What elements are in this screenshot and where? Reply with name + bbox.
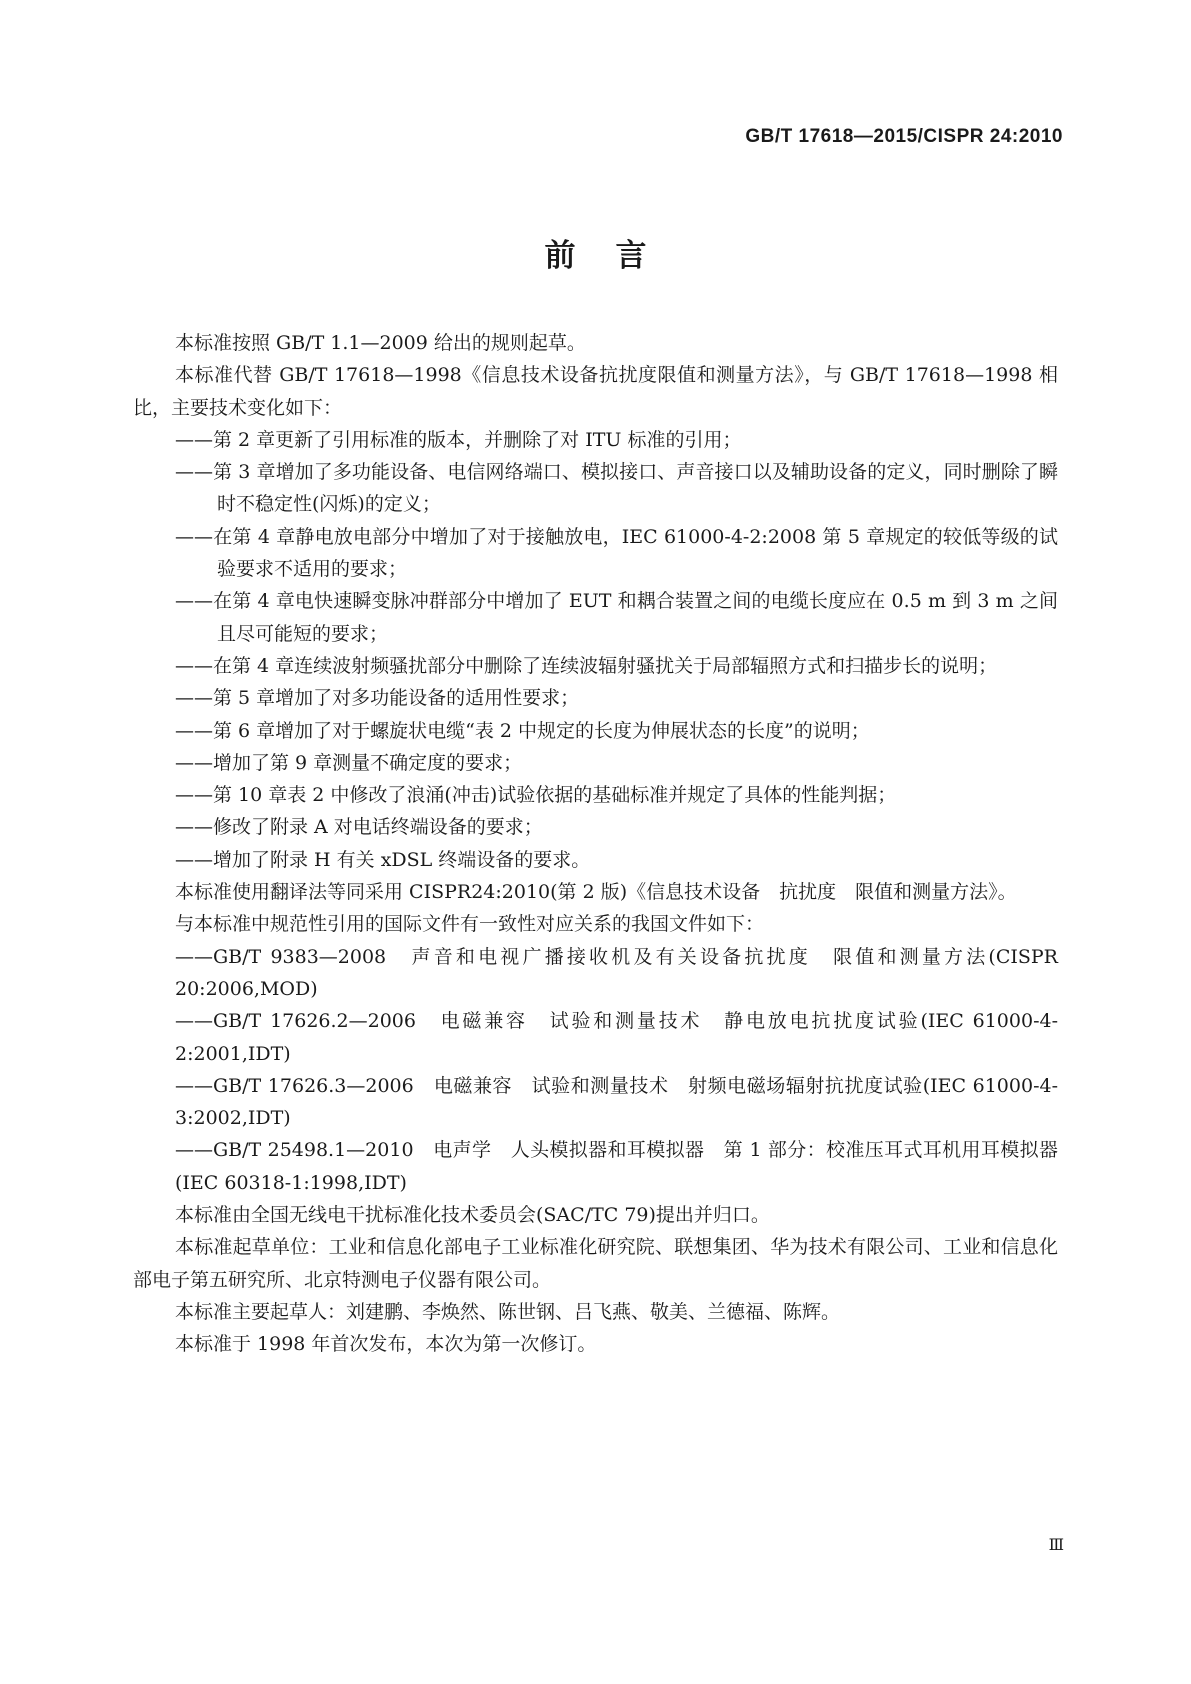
standard-code: GB/T 17618—2015/CISPR 24:2010 [745, 126, 1063, 147]
change-item: ——第 6 章增加了对于螺旋状电缆“表 2 中规定的长度为伸展状态的长度”的说明； [175, 719, 870, 742]
change-item: ——第 2 章更新了引用标准的版本，并删除了对 ITU 标准的引用； [175, 428, 742, 451]
change-item: ——在第 4 章静电放电部分中增加了对于接触放电，IEC 61000-4-2:2008 第 5 章规定的较低等级的试验要求不适用的要求； [175, 525, 1058, 581]
page-number: Ⅲ [1048, 1535, 1064, 1554]
document-body [133, 327, 1065, 1361]
change-item: ——第 5 章增加了对多功能设备的适用性要求； [175, 687, 580, 710]
paragraph-adoption: 本标准使用翻译法等同采用 CISPR24:2010(第 2 版)《信息技术设备 抗扰度 限值和测量方法》。 [175, 881, 1017, 904]
change-item: ——增加了第 9 章测量不确定度的要求； [175, 751, 523, 774]
change-item: ——第 10 章表 2 中修改了浪涌(冲击)试验依据的基础标准并规定了具体的性能判据； [175, 784, 897, 807]
paragraph-history: 本标准于 1998 年首次发布，本次为第一次修订。 [175, 1333, 597, 1356]
paragraph-drafting-units: 本标准起草单位：工业和信息化部电子工业标准化研究院、联想集团、华为技术有限公司、工业和信息化部电子第五研究所、北京特测电子仪器有限公司。 [133, 1236, 1058, 1291]
page-title: 前言 [544, 238, 687, 274]
change-item: ——在第 4 章连续波射频骚扰部分中删除了连续波辐射骚扰关于局部辐照方式和扫描步长的说明； [175, 654, 998, 677]
change-item: ——第 3 章增加了多功能设备、电信网络端口、模拟接口、声音接口以及辅助设备的定义，同时删除了瞬时不稳定性(闪烁)的定义； [175, 461, 1058, 516]
change-item: ——在第 4 章电快速瞬变脉冲群部分中增加了 EUT 和耦合装置之间的电缆长度应在 0.5 m 到 3 m 之间且尽可能短的要求； [175, 590, 1058, 645]
paragraph-references-intro: 与本标准中规范性引用的国际文件有一致性对应关系的我国文件如下： [175, 913, 765, 936]
paragraph-replaces: 本标准代替 GB/T 17618—1998《信息技术设备抗扰度限值和测量方法》，与 GB/T 17618—1998 相比，主要技术变化如下： [133, 364, 1058, 419]
change-item: ——增加了附录 H 有关 xDSL 终端设备的要求。 [175, 848, 591, 871]
change-item: ——修改了附录 A 对电话终端设备的要求； [175, 816, 543, 839]
reference-item: ——GB/T 17626.3—2006 电磁兼容 试验和测量技术 射频电磁场辐射抗扰度试验(IEC 61000-4-3:2002,IDT) [175, 1074, 1058, 1130]
reference-item: ——GB/T 17626.2—2006 电磁兼容 试验和测量技术 静电放电抗扰度试验(IEC 61000-4-2:2001,IDT) [175, 1010, 1058, 1065]
reference-item: ——GB/T 9383—2008 声音和电视广播接收机及有关设备抗扰度 限值和测量方法(CISPR 20:2006,MOD) [175, 945, 1065, 1000]
reference-item: ——GB/T 25498.1—2010 电声学 人头模拟器和耳模拟器 第 1 部分：校准压耳式耳机用耳模拟器(IEC 60318-1:1998,IDT) [175, 1139, 1058, 1194]
paragraph-proposer: 本标准由全国无线电干扰标准化技术委员会(SAC/TC 79)提出并归口。 [175, 1204, 770, 1227]
paragraph-drafters: 本标准主要起草人：刘建鹏、李焕然、陈世钢、吕飞燕、敬美、兰德福、陈辉。 [175, 1300, 841, 1323]
paragraph-drafting-rule: 本标准按照 GB/T 1.1—2009 给出的规则起草。 [175, 332, 586, 354]
